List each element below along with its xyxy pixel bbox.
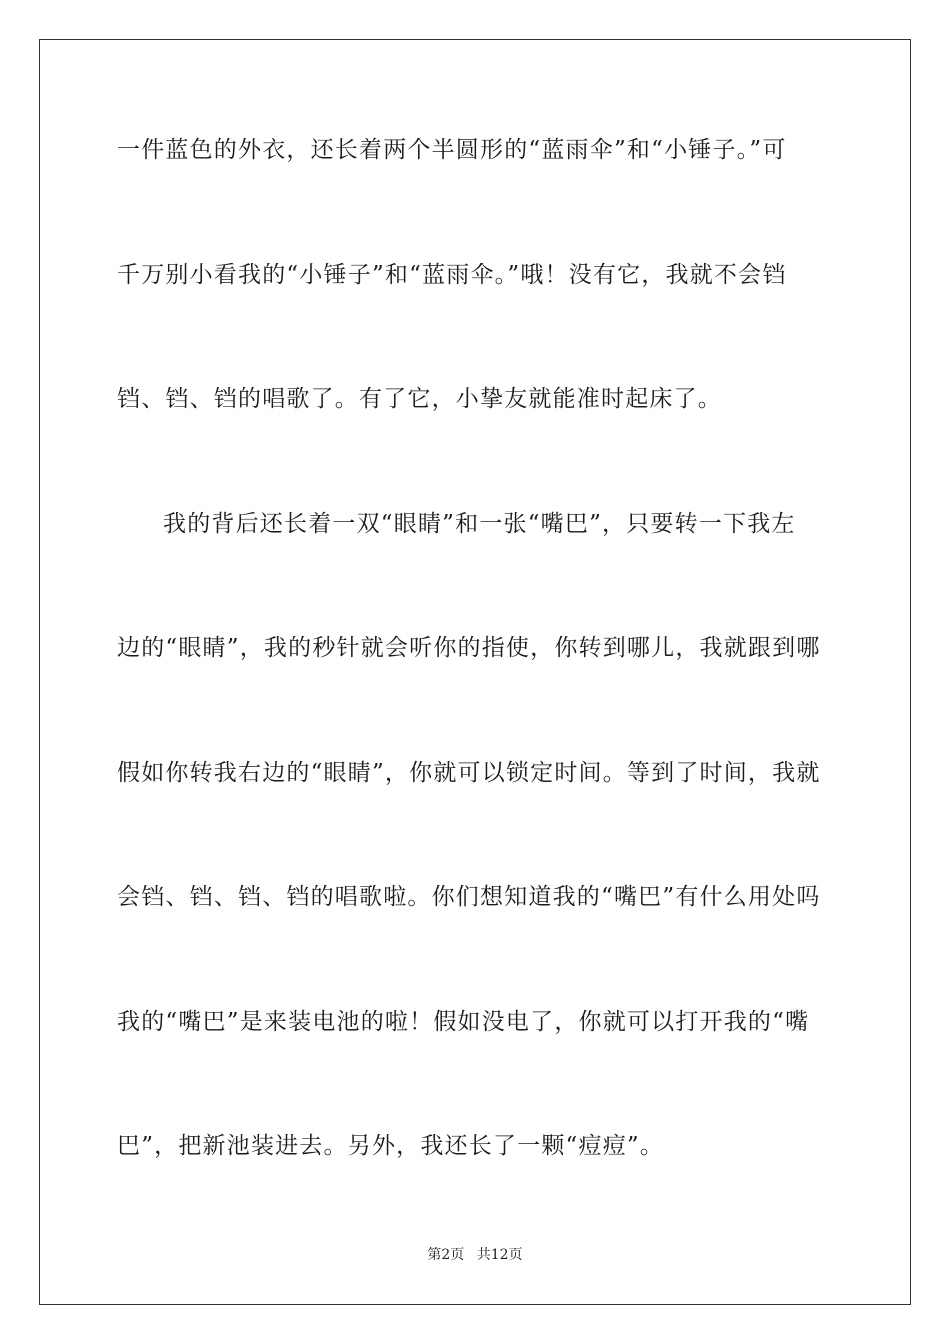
text-line-2: 千万别小看我的“小锤子”和“蓝雨伞。”哦！没有它，我就不会铛: [117, 262, 787, 288]
text-line-4: 我的背后还长着一双“眼睛”和一张“嘴巴”，只要转一下我左: [163, 511, 796, 537]
text-line-1: 一件蓝色的外衣，还长着两个半圆形的“蓝雨伞”和“小锤子。”可: [117, 137, 787, 163]
text-line-3: 铛、铛、铛的唱歌了。有了它，小挚友就能准时起床了。: [117, 386, 722, 412]
text-line-8: 我的“嘴巴”是来装电池的啦！假如没电了，你就可以打开我的“嘴: [117, 1009, 810, 1035]
text-line-5: 边的“眼睛”，我的秒针就会听你的指使，你转到哪儿，我就跟到哪: [117, 635, 821, 661]
text-line-7: 会铛、铛、铛、铛的唱歌啦。你们想知道我的“嘴巴”有什么用处吗: [117, 884, 821, 910]
page-total: 共12页: [476, 1247, 523, 1263]
text-line-6: 假如你转我右边的“眼睛”，你就可以锁定时间。等到了时间，我就: [117, 760, 821, 786]
page-number: 第2页: [427, 1247, 465, 1263]
text-line-9: 巴”，把新池装进去。另外，我还长了一颗“痘痘”。: [117, 1133, 665, 1159]
page-footer: [0, 1246, 950, 1264]
page-frame: [39, 39, 911, 1305]
